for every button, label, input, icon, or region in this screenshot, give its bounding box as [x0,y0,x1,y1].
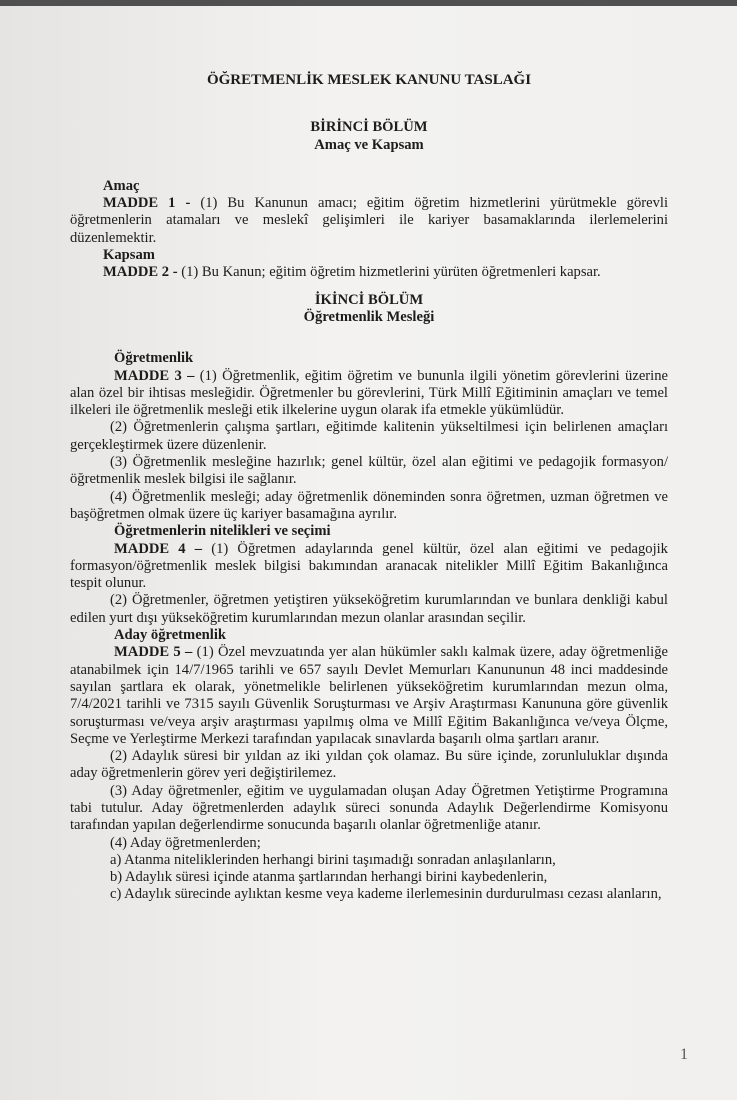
article-4-p2: (2) Öğretmenler, öğretmen yetiştiren yükseköğretim kurumlarından ve bunlara denkliği kabul edilen yurt dışı yükseköğretim kurumlarından mezun olanlar arasından seçilir. [70,592,668,626]
article-5-label: MADDE 5 – [114,644,193,661]
article-2-label: MADDE 2 - [103,264,178,281]
article-1-heading: Amaç [103,177,140,194]
article-5-p1 [70,644,668,748]
section-2-heading: İKİNCİ BÖLÜM [314,291,424,308]
article-1-body: (1) Bu Kanunun amacı; eğitim öğretim hizmetlerini yürütmekle görevli öğretmenlerin atamaları ve meslekî gelişimleri ile kariyer basamaklarında ilerlemelerini düzenlemektir. [70,195,668,246]
article-4-label: MADDE 4 – [114,540,203,557]
article-5-item-c: c) Adaylık sürecinde aylıktan kesme veya kademe ilerlemesinin durdurulması cezası alanların, [110,886,662,903]
page-number: 1 [680,1046,688,1063]
article-1-text [70,195,668,247]
article-4-p1 [70,541,668,593]
article-5-p1-body: (1) Özel mevzuatında yer alan hükümler saklı kalmak üzere, aday öğretmenliğe atanabilmek için 14/7/1965 tarihli ve 657 sayılı Devlet Memurları Kanununun 48 inci maddesinde sayılan şartlara ek olarak, yönetmelikle belirlenen yükseköğretim kurumlarından mezun olma, 7/4/2021 tarihli ve 7315 sayılı Güvenlik Soruşturması ve Arşiv Araştırması Kanununa göre güvenlik soruşturması ve/veya arşiv araştırması yapılmış olma ve Millî Eğitim Bakanlığınca ve/veya Ölçme, Seçme ve Yerleştirme Merkezi tarafından yapılacak sınavlarda başarılı olma şartları aranır. [70,644,668,747]
article-3-p3: (3) Öğretmenlik mesleğine hazırlık; genel kültür, özel alan eğitimi ve pedagojik formasyon/öğretmenlik meslek bilgisi ile sağlanır. [70,454,668,488]
article-3-label: MADDE 3 – [114,367,195,384]
document-title: ÖĞRETMENLİK MESLEK KANUNU TASLAĞI [206,72,532,88]
article-2-text [70,264,668,281]
section-2-subtitle: Öğretmenlik Mesleği [303,308,435,325]
article-5-item-b: b) Adaylık süresi içinde atanma şartlarından herhangi birini kaybedenlerin, [110,869,548,886]
article-3-p2: (2) Öğretmenlerin çalışma şartları, eğitimde kalitenin yükseltilmesi için belirlenen amaçları gerçekleştirmek üzere düzenlenir. [70,419,668,453]
document-page [0,6,737,1100]
article-3-p4: (4) Öğretmenlik mesleği; aday öğretmenlik döneminden sonra öğretmen, uzman öğretmen ve başöğretmen olmak üzere üç kariyer basamağına ayrılır. [70,488,668,522]
article-3-p1-body: (1) Öğretmenlik, eğitim öğretim ve bununla ilgili yönetim görevlerini üzerine alan özel bir ihtisas mesleğidir. Öğretmenler bu görevlerini, Türk Millî Eğitiminin amaçları ve temel ilkeleri ile öğretmenlik mesleği etik ilkelerine uygun olarak ifa etmekle yükümlüdür. [70,367,668,419]
article-5-p2: (2) Adaylık süresi bir yıldan az iki yıldan çok olamaz. Bu süre içinde, zorunluluklar dışında aday öğretmenlerin görev yeri değiştirilemez. [70,748,668,782]
article-1-label: MADDE 1 - [103,195,191,212]
section-1-subtitle: Amaç ve Kapsam [314,136,424,153]
document-body [70,72,668,904]
article-2-heading: Kapsam [103,247,155,264]
article-3-p1 [70,368,668,420]
section-1-heading: BİRİNCİ BÖLÜM [310,119,428,136]
article-2-body: (1) Bu Kanun; eğitim öğretim hizmetlerini yürüten öğretmenleri kapsar. [181,264,601,281]
article-5-p3: (3) Aday öğretmenler, eğitim ve uygulamadan oluşan Aday Öğretmen Yetiştirme Programına tabi tutulur. Aday öğretmenlerden adaylık süreci sonunda Adaylık Değerlendirme Komisyonu tarafından yapılan değerlendirme sonucunda başarılı olanlar öğretmenliğe atanır. [70,782,668,834]
article-5-heading: Aday öğretmenlik [114,627,227,644]
article-5-p4: (4) Aday öğretmenlerden; [110,834,261,851]
article-4-p1-body: (1) Öğretmen adaylarında genel kültür, özel alan eğitimi ve pedagojik formasyon/öğretmenlik meslek bilgisi bakımından aranacak nitelikler Millî Eğitim Bakanlığınca tespit olunur. [70,540,668,592]
article-5-item-a: a) Atanma niteliklerinden herhangi birini taşımadığı sonradan anlaşılanların, [110,851,556,868]
article-4-heading: Öğretmenlerin nitelikleri ve seçimi [114,523,331,540]
article-3-heading: Öğretmenlik [114,350,194,367]
